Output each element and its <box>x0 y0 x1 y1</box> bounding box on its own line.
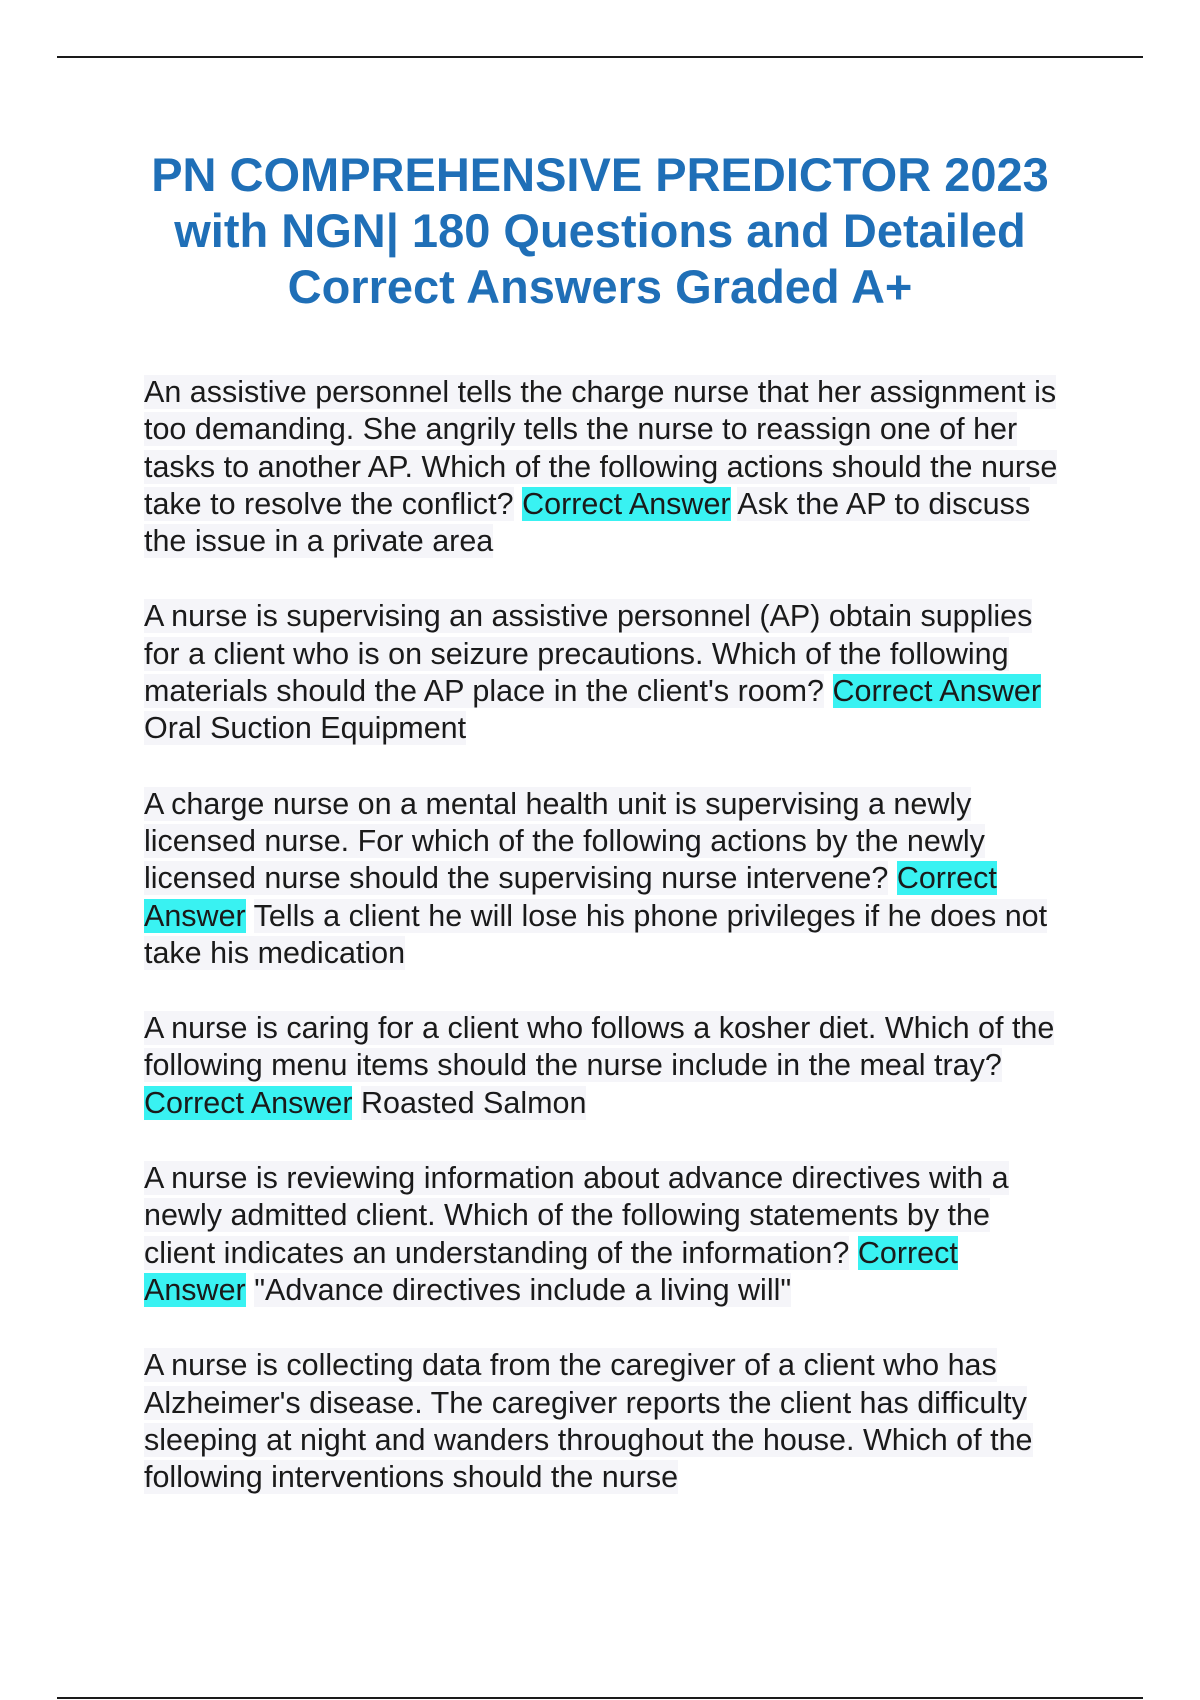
correct-answer-label: Correct Answer <box>522 486 731 521</box>
question-text: A nurse is collecting data from the caregiver of a client who has Alzheimer's disease. The caregiver reports the client has difficulty sleeping at night and wanders throughout the house. Which of the following interventions should the nurse <box>144 1348 1033 1495</box>
correct-answer-label: Correct Answer <box>144 1085 353 1120</box>
bottom-divider <box>57 1697 1143 1699</box>
answer-text: "Advance directives include a living will" <box>254 1272 792 1307</box>
question-text: A nurse is reviewing information about advance directives with a newly admitted client. Which of the following statements by the client indicates an understanding of the information? <box>144 1161 1009 1270</box>
qa-item-2 <box>144 598 1064 747</box>
correct-answer-label: Correct Answer <box>144 861 997 933</box>
qa-item-5 <box>144 1160 1064 1309</box>
qa-item-4 <box>144 1010 1064 1122</box>
question-text: An assistive personnel tells the charge nurse that her assignment is too demanding. She angrily tells the nurse to reassign one of her tasks to another AP. Which of the following actions should the nurse take to resolve the conflict? <box>144 375 1058 521</box>
answer-text: Ask the AP to discuss the issue in a private area <box>144 486 1031 559</box>
qa-item-3 <box>144 786 1064 972</box>
top-divider <box>57 56 1143 58</box>
qa-item-1 <box>144 374 1064 560</box>
qa-item-6 <box>144 1347 1064 1496</box>
answer-text: Oral Suction Equipment <box>144 711 467 746</box>
qa-list <box>144 374 1064 1534</box>
correct-answer-label: Correct Answer <box>144 1235 958 1307</box>
document-title: PN COMPREHENSIVE PREDICTOR 2023 with NGN| 180 Questions and Detailed Correct Answers Graded A+ <box>151 148 1049 313</box>
correct-answer-label: Correct Answer <box>832 674 1041 709</box>
answer-text: Roasted Salmon <box>360 1085 587 1120</box>
answer-text: Tells a client he will lose his phone privileges if he does not take his medication <box>144 898 1048 970</box>
question-text: A nurse is supervising an assistive personnel (AP) obtain supplies for a client who is on seizure precautions. Which of the following materials should the AP place in the client's room? <box>144 599 1033 709</box>
question-text: A charge nurse on a mental health unit is supervising a newly licensed nurse. For which of the following actions by the newly licensed nurse should the supervising nurse intervene? <box>144 786 985 896</box>
question-text: A nurse is caring for a client who follows a kosher diet. Which of the following menu items should the nurse include in the meal tray? <box>144 1011 1055 1083</box>
